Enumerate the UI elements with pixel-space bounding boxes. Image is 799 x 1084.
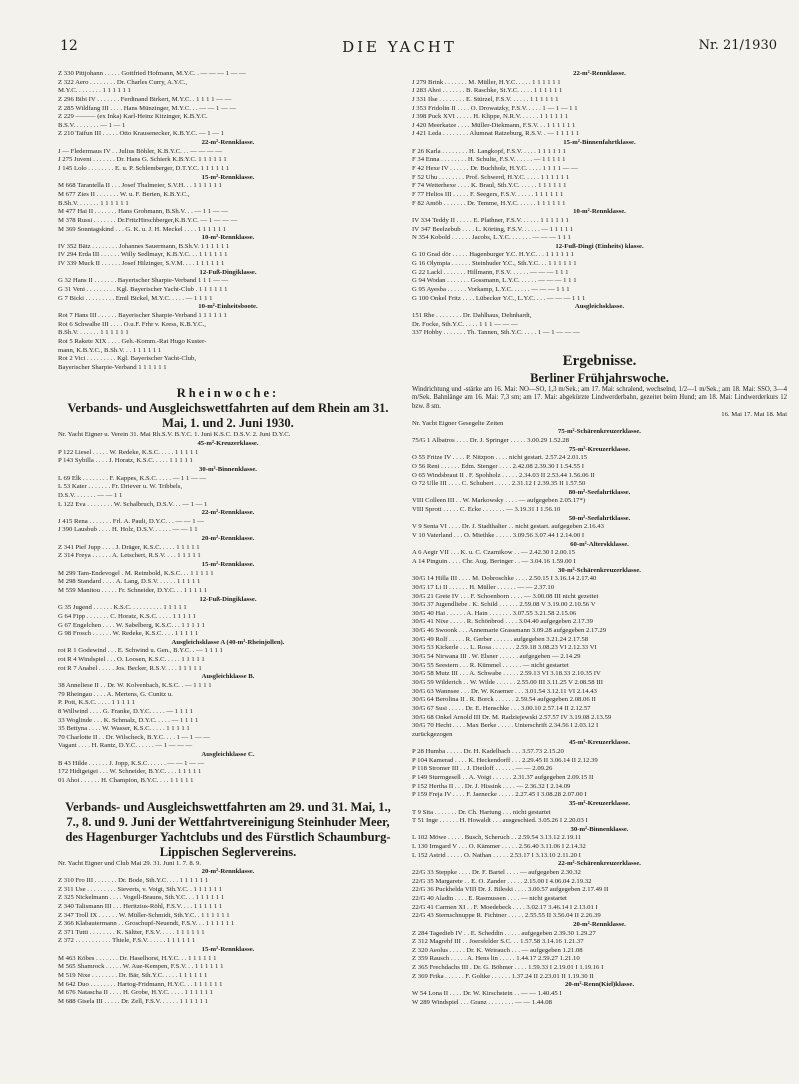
- class-heading: 80-m²-Seefahrtklasse.: [568, 488, 631, 496]
- entry-row: Z 284 Tagedieb IV . . E. Scheddin . . . . . aufgegeben 2.39.30 1.29.27: [412, 929, 596, 937]
- entry-row: 30/G 70 Hecht . . . . Max Berke . . . . . Unterschrift 2.34.56 I 2.03.12 I: [412, 722, 599, 730]
- entry-row: 30/G 37 Jugendliebe . K. Schild . . . . . . 2.59.08 V 3.19.00 2.10.56 V: [412, 601, 596, 609]
- entry-row: O 55 Fritze IV . . . . P. Nitzpon . . . . nicht gestart. 2.57.24 2.01.15: [412, 454, 588, 462]
- class-heading: 22-m²-Rennklasse.: [573, 70, 626, 77]
- class-heading: 10-m²-Rennklasse.: [201, 234, 255, 242]
- entry-row: 30/G 49 Rolf . . . . . R. Gerber . . . . . . aufgegeben 3.21.24 2.17.58: [412, 635, 589, 643]
- entry-row: J — Fledermaus IV . . Julius Böhler, K.B.Y.C. . . — — — —: [58, 147, 222, 155]
- entry-row: M 477 Hai II . . . . . . . Hans Grohmann, B.Sh.V. . . — 1 1 — —: [58, 208, 228, 216]
- entry-row: B 43 Hilde . . . . . . J. Jopp, K.S.C. . . . . . — — 1 — —: [58, 759, 205, 767]
- entry-row: 22/G 33 Steppke . . . . Dr. F. Bartel . . . . — aufgegeben 2.30.32: [412, 869, 581, 877]
- entry-row: J 275 Juveni . . . . . . . Dr. Hans G. Schierk K.B.Y.C. 1 1 1 1 1 1: [58, 156, 227, 164]
- entry-row: 30/G 46 Swoonk . . . Annemarie Grassmann 3.09.28 aufgegeben 2.17.29: [412, 627, 607, 635]
- entry-row: M.Y.C. . . . . . . . 1 1 1 1 1 1: [58, 87, 131, 95]
- class-heading: 22-m²-Schärenkreuzerklasse.: [558, 860, 641, 868]
- entry-row: Z 369 Frika . . . . . . F. Goltke . . . . . . 1.37.24 II 2.23.01 II 1.19.30 II: [412, 972, 594, 980]
- class-heading: 15-m²-Rennklasse.: [201, 561, 255, 569]
- entry-row: B.S.V. . . . . . . . — 1 — 1: [58, 121, 126, 129]
- entry-row: Rot 6 Schwalbe III . . . . O.u.F. Frhr v. Kress, K.B.Y.C.,: [58, 320, 206, 328]
- entry-row: Z 365 Frechdachs III . Dr. G. Böhmer . . . . 1.59.33 I 2.19.01 I 1.19.16 I: [412, 964, 604, 972]
- class-heading: 75-m²-Kreuzerklasse.: [568, 445, 631, 453]
- entry-row: J 390 Lausbub . . . . H. Holz, D.S.V. . . . . . — — 1 1: [58, 526, 198, 534]
- entry-row: 35 Bettyna . . . . W. Wasser, K.S.C. . . . . 1 1 1 1 1: [58, 725, 190, 733]
- entry-row: Z 285 Wildfang III . . . . Hans Münzinger, M.Y.C. . . — — 1 — —: [58, 104, 237, 112]
- entry-row: Z 372 . . . . . . . . . . . Thiele, F.S.V. . . . . . 1 1 1 1 1 1: [58, 937, 196, 945]
- class-heading: 15-m²-Rennklasse.: [201, 173, 255, 181]
- entry-row: Z 320 Aeolus . . . . . Dr. K. Weirauch . . . — aufgegeben 1.21.08: [412, 946, 583, 954]
- entry-row: 30/G 68 Onkel Arnold III Dr. M. Radziejewski 2.57.57 IV 3.19.08 2.13.59: [412, 713, 612, 721]
- entry-row: Rot 5 Rakete XIX . . . . Geh.-Komm.-Rat Hugo Kuster-: [58, 337, 207, 345]
- entry-row: 22/G 40 Aladin . . . . E. Rasmussen . . . . — nicht gestartet: [412, 894, 567, 902]
- entry-row: 22/G 41 Carmen XI . . F. Moedebeck . . . . 3.02.17 3.46.14 I 2.13.01 I: [412, 903, 598, 911]
- entry-row: 30/G 67 Susi . . . . . Dr. E. Henschke . . . 3.00.10 2.57.14 II 2.12.57: [412, 704, 591, 712]
- class-heading: Ausgleichsklasse.: [574, 303, 625, 311]
- entry-row: P 104 Kamerad . . . . K. Heckendorff . . . 2.29.45 II 3.06.14 II 2.12.39: [412, 756, 598, 764]
- entry-row: V 10 Vaterland . . . O. Miethke . . . . . 3.09.56 3.07.44 I 2.14.00 I: [412, 532, 585, 540]
- class-heading: 22-m²-Rennklasse.: [201, 509, 255, 517]
- entry-row: G 16 Olympia . . . . . . Steinhuder Y.C., Sth.Y.C. . . 1 1 1 1 1 1: [412, 260, 577, 268]
- entry-row: Z 210 Taifun III . . . . . Otto Krausenecker, K.B.Y.C. — 1 — 1: [58, 130, 224, 138]
- entry-row: T 9 Sita . . . . . . . Dr. Ch. Hartung . . . nicht gestartet: [412, 808, 551, 816]
- entry-row: J 145 Lolo . . . . . . . . E. u. P. Schlemberger, D.T.Y.C. 1 1 1 1 1 1: [58, 165, 230, 173]
- entry-row: O 72 Ulle III . . . . C. Schubert . . . . . 2.31.12 I 2.39.35 II 1.57.50: [412, 480, 586, 488]
- entry-row: P 118 Stromer III . . J. Dietloff . . . . . . — — 2.09.26: [412, 765, 553, 773]
- entry-row: Dr. Focke, Sth.Y.C. . . . . 1 1 1 — — —: [412, 320, 518, 328]
- entry-row: 22/G 35 Margarete . . E. O. Zander . . . . . 2.15.00 I 4.06.04 2.19.32: [412, 877, 592, 885]
- entry-row: Z 340 Talismann III . . . Heritzius-Röhl, F.S.V. . . . 1 1 1 1 1 1: [58, 902, 223, 910]
- entry-row: G 100 Onkel Fritz . . . . Lübecker Y.C., L.Y.C. . . . — — — 1 1 1: [412, 294, 586, 302]
- entry-row: M 677 Zies II . . . . . . . W. u. F. Berten, K.B.Y.C.,: [58, 190, 190, 198]
- entry-row: F 77 Helios III . . . . . F. Seegers, F.S.V. . . . . . 1 1 1 1 1 1: [412, 190, 564, 198]
- entry-row: IV 334 Teddy II . . . . . E. Plathner, F.S.V. . . . . . 1 1 1 1 1 1: [412, 216, 569, 224]
- ergebnisse-dates: 16. Mai 17. Mai 18. Mai: [721, 411, 787, 419]
- left-top-list: [58, 70, 398, 372]
- entry-row: rot R 7 Anabel . . . . . Jos. Becker, R.S.V. . . . 1 1 1 1 1: [58, 664, 202, 672]
- entry-row: J 331 Ilse . . . . . . . . E. Stürzel, F.S.V. . . . . . 1 1 1 1 1 1: [412, 95, 559, 103]
- class-heading: 20-m²-Renn(Kiel)klasse.: [564, 981, 635, 989]
- entry-row: A 6 Aegir VII . . . K. u. C. Czarnikow . . — 2.42.30 I 2.00.15: [412, 549, 575, 557]
- entry-row: G 98 Frosch . . . . . . W. Redeke, K.S.C. . . . 1 1 1 1 1: [58, 630, 199, 638]
- entry-row: M 642 Duo . . . . . . . . Hartog-Fridmann, H.Y.C. . . 1 1 1 1 1 1: [58, 980, 223, 988]
- entry-row: 151 Rhe . . . . . . . . Dr. Dahlhaus, Dehnhardt,: [412, 311, 532, 319]
- entry-row: IV 352 Bätz . . . . . . . . Johannes Sauermann, B.Sh.V. 1 1 1 1 1 1: [58, 242, 230, 250]
- entry-row: F 52 Uhu . . . . . . . . Prof. Schwerd, H.Y.C. . . . . 1 1 1 1 1 1: [412, 173, 570, 181]
- entry-row: 30/G 64 Berolina II . R. Borck . . . . . . 2.59.54 aufgegeben 2.08.06 II: [412, 696, 596, 704]
- entry-row: mann, K.B.Y.C., B.Sh.V. . . 1 1 1 1 1 1: [58, 346, 162, 354]
- entry-row: P 149 Sturmgesell . . A. Voigt . . . . . . 2.31.37 aufgegeben 2.09.15 II: [412, 773, 594, 781]
- entry-row: Z 311 Use . . . . . . . . . Sieverts, v. Voigt, Sth.Y.C. . 1 1 1 1 1 1: [58, 885, 222, 893]
- entry-row: M 299 Tam-Endevogel . M. Reimbold, K.S.C. . . 1 1 1 1 1: [58, 569, 214, 577]
- entry-row: J 398 Puck XVI . . . . . H. Klippe, N.R.V. . . . . . 1 1 1 1 1 1: [412, 113, 569, 121]
- class-heading: 10-m²-Einheitsboote.: [198, 303, 258, 311]
- entry-row: L 53 Kater . . . . . . . Fr. Driever u. W. Tribbels,: [58, 483, 183, 491]
- entry-row: F 82 Amöb . . . . . . . Dr. Temme, H.Y.C. . . . . . 1 1 1 1 1 1: [412, 199, 566, 207]
- steinhude-list: [58, 868, 398, 1006]
- entry-row: rot R 4 Windspiel . . . O. Loosen, K.S.C. . . . . 1 1 1 1 1: [58, 656, 205, 664]
- rheinwoche-list: [58, 440, 398, 786]
- class-heading: 20-m²-Rennklasse.: [573, 920, 626, 928]
- entry-row: G 32 Hans II . . . . . . . Bayerischer Sharpie-Verband 1 1 1 — —: [58, 277, 229, 285]
- class-heading: 12-Fuß-Dingiklasse.: [199, 595, 257, 603]
- entry-row: F 42 Hexe IV . . . . . . Dr. Buchholz, H.Y.C. . . . . 1 1 1 1 — —: [412, 165, 578, 173]
- entry-row: F 34 Enna . . . . . . . . H. Schulte, F.S.V. . . . . . — 1 1 1 1 1: [412, 156, 566, 164]
- entry-row: L 130 Irmgard V . . . O. Kämmer . . . . . 2.56.40 3.11.06 I 2.14.32: [412, 843, 586, 851]
- class-heading: 20-m²-Rennklasse.: [201, 868, 255, 876]
- entry-row: 30/G 54 Nirwana III . W. Elsner . . . . . . aufgegeben — 2.14.29: [412, 653, 581, 661]
- entry-row: 30/G 41 Nixe . . . . . R. Schönbrod . . . . 3.04.40 aufgegeben 2.17.39: [412, 618, 593, 626]
- entry-row: 30/G 14 Hilla III . . . . M. Dobroschke . . . . 2.50.15 I 3.16.14 2.17.40: [412, 575, 597, 583]
- class-heading: 30-m²-Binnenklasse.: [199, 465, 257, 473]
- page-header: [0, 38, 799, 62]
- class-heading: 75-m²-Schärenkreuzerklasse.: [558, 428, 641, 436]
- entry-row: Z 325 Nickelmann . . . . Vogell-Brauns, Sth.Y.C. . . 1 1 1 1 1 1: [58, 894, 225, 902]
- class-heading: Ausgleichsklasse A (40-m²-Rheinjollen).: [171, 638, 285, 646]
- entry-row: Z 296 Bibi IV . . . . . . . Ferdinand Birkert, M.Y.C. . 1 1 1 1 — —: [58, 95, 232, 103]
- ergebnisse-title: Ergebnisse.: [562, 352, 637, 369]
- rheinwoche-subtitle: Verbands- und Ausgleichswettfahrten auf dem Rhein am 31. Mai, 1. und 2. Juni 1930.: [67, 401, 389, 431]
- entry-row: M 519 Nixe . . . . . . . . Dr. Bär, Sth.Y.C. . . . . 1 1 1 1 1 1: [58, 972, 208, 980]
- entry-row: Z 314 Freya . . . . . . A. Letschert, R.S.V. . . . 1 1 1 1 1: [58, 552, 201, 560]
- entry-row: F 26 Karla . . . . . . . . H. Langkopf, F.S.V. . . . . 1 1 1 1 1 1: [412, 147, 566, 155]
- entry-row: Rot 2 Vici . . . . . . . . . Kgl. Bayerischer Yacht-Club,: [58, 355, 197, 363]
- class-heading: 50-m²-Seefahrtklasse.: [568, 514, 631, 522]
- entry-row: J 353 Fridolin II . . . . O. Drowatzky, F.S.V. . . . . 1 — 1 — 1 1: [412, 104, 578, 112]
- entry-row: F 74 Wetterhexe . . . . K. Braul, Sth.Y.C. . . . . . 1 1 1 1 1 1: [412, 182, 567, 190]
- entry-row: P 28 Humba . . . . . Dr. H. Kadelbach . . . 3.57.73 2.15.20: [412, 748, 564, 756]
- entry-row: M 369 Sonntagskind . . . G. K. u. J. H. Meckel . . . . 1 1 1 1 1 1: [58, 225, 227, 233]
- entry-row: M 668 Tarantella II . . . Josef Thalmeier, S.V.H. . . 1 1 1 1 1 1: [58, 182, 222, 190]
- entry-row: A 14 Pinguin . . . . Chr. Aug. Beringer . . — 3.04.16 1.59.00 I: [412, 557, 576, 565]
- entry-row: M 688 Gisela III . . . . . Dr. Zell, F.S.V. . . . . . 1 1 1 1 1 1: [58, 997, 208, 1005]
- entry-row: M 463 Köbes . . . . . . . Dr. Haselhorst, H.Y.C. . . 1 1 1 1 1 1: [58, 954, 217, 962]
- entry-row: G 10 Grad dör . . . . . Hagenburger Y.C. H.Y.C. . . 1 1 1 1 1 1: [412, 251, 574, 259]
- entry-row: B.Sh.V. . . . . . . 1 1 1 1 1 1: [58, 199, 129, 207]
- entry-row: Z 359 Rausch . . . . . A. Hens lin . . . . . 1.44.17 2.59.27 1.21.10: [412, 955, 580, 963]
- entry-row: Z 371 Tutti . . . . . . . . K. Sältter, F.S.V. . . . . 1 1 1 1 1 1: [58, 928, 205, 936]
- entry-row: J 420 Meerkatze . . . . Müller-Diekmann, F.S.V. . . 1 1 1 1 1 1: [412, 121, 576, 129]
- entry-row: 75/G 1 Albatros . . . . Dr. J. Springer . . . . . 3.00.29 1.52.28: [412, 437, 569, 444]
- ergebnisse-list: [412, 428, 787, 1007]
- class-heading: Ausgleichklasse C.: [201, 751, 255, 759]
- rheinwoche-columns: Nr. Yacht Eigner u. Verein 31. Mai Rh.S.V. B.Y.C. 1. Juni K.S.C. D.S.V. 2. Juni D.Y.C.: [58, 431, 291, 439]
- entry-row: G 22 Lackl . . . . . . . Hillmann, F.S.V. . . . . . — — — 1 1 1: [412, 268, 569, 276]
- entry-row: T 51 Inge . . . . . . H. Howaldt . . . ausgeschied. 3.05.26 I 2.20.03 I: [412, 817, 588, 825]
- right-column: [412, 70, 787, 1078]
- entry-row: 8 Willwind . . . . G. Franke, D.Y.C. . . . . — 1 1 1 1: [58, 707, 194, 715]
- entry-row: 33 Woglinde . . . K. Schmalz, D.Y.C. . . . . — 1 1 1 1: [58, 716, 199, 724]
- entry-row: 30/G 58 Mutz III . . . A. Schwabe . . . . . 2.59.13 VI 3.18.33 2.10.35 IV: [412, 670, 601, 678]
- entry-row: G 7 Bicki . . . . . . . . . Emil Bickel, M.Y.C. . . . . — 1 1 1 1: [58, 294, 213, 302]
- entry-row: 30/G 40 Hai . . . . . . A. Hain . . . . . . . 3.07.55 3.21.58 2.15.06: [412, 609, 577, 617]
- ergebnisse-columns: Nr. Yacht Eigner Gesegelte Zeiten: [412, 419, 504, 427]
- entry-row: M 565 Shamrock . . . . . W. Aue-Kempen, F.S.V. . . 1 1 1 1 1 1: [58, 963, 224, 971]
- entry-row: VIII Colleen III . . W. Markowsky . . . . — aufgegeben 2.05.17*): [412, 497, 586, 505]
- right-top-list: [412, 70, 787, 338]
- entry-row: 30/G 59 Wilderich . . W. Wilde . . . . . . 2.55.00 III 3.11.25 V 2.08.58 III: [412, 678, 603, 686]
- entry-row: G 64 Fipp . . . . . . . C. Horatz, K.S.C. . . . . 1 1 1 1 1: [58, 612, 197, 620]
- page-number: 12: [60, 38, 78, 54]
- entry-row: G 67 Engelchen . . . . W. Sabelberg, K.S.C. . . 1 1 1 1 1: [58, 621, 205, 629]
- entry-row: M 378 Russi . . . . . . . Dr.FritzHirschberger,K.B.Y.C. — 1 — — —: [58, 216, 238, 224]
- entry-row: Rot 7 Hans III . . . . . . Bayerischer Sharpie-Verband 1 1 1 1 1 1: [58, 311, 227, 319]
- entry-row: Z 366 Klabautermann . . Groschupf-Neuendt, F.S.V. . . 1 1 1 1 1 1: [58, 920, 235, 928]
- entry-row: IV 339 Muck II . . . . . . Josef Hilzinger, S.V.M. . . . 1 1 1 1 1 1: [58, 260, 225, 268]
- entry-row: 38 Anneliese II . . Dr. W. Kolvenbach, K.S.C. . — 1 1 1 1: [58, 682, 212, 689]
- entry-row: J 279 Brink . . . . . . . M. Müller, H.Y.C. . . . . 1 1 1 1 1 1: [412, 78, 561, 86]
- class-heading: 15-m²-Binnenfahrtklasse.: [563, 139, 636, 147]
- entry-row: Z 322 Aero . . . . . . . . Dr. Charles Curry, A.Y.C.,: [58, 78, 188, 86]
- steinhude-title: Verbands- und Ausgleichswettfahrten am 29. und 31. Mai, 1., 7., 8. und 9. Juni der Wettfahrtvereinigung Steinhuder Meer, des Hagenburger Yachtclubs und des Fürstlich Schaumburg-Lippischen Seglervereins.: [65, 799, 391, 859]
- entry-row: IV 347 Beelzebub . . . . L. Körting, F.S.V. . . . . . — 1 1 1 1 1: [412, 225, 574, 233]
- entry-row: Z 347 Troll IX . . . . . . W. Müller-Schmidt, Sth.Y.C. . 1 1 1 1 1 1: [58, 911, 230, 919]
- entry-row: L 102 Möwe . . . . . Busch, Scheruch . . 2.59.54 3.13.12 2.19.11: [412, 834, 582, 842]
- class-heading: 60-m²-Alterskklasse.: [570, 540, 629, 548]
- entry-row: Bayerischer Sharpie-Verband 1 1 1 1 1 1: [58, 363, 167, 371]
- entry-row: J 421 Leda . . . . . . . . Alumnat Ratzeburg, R.S.V. . — 1 1 1 1 1: [412, 130, 580, 138]
- rheinwoche-title: Rheinwoche:: [176, 386, 280, 401]
- entry-row: G 31 Veni . . . . . . . . . Kgl. Bayerischer Yacht-Club . 1 1 1 1 1 1: [58, 286, 228, 294]
- class-heading: 45-m²-Kreuzerklasse.: [568, 739, 631, 747]
- entry-row: W 289 Windspiel . . . Granz . . . . . . . . — — 1.44.08: [412, 998, 552, 1006]
- entry-row: J 283 Ahoi . . . . . . . B. Raschke, St.Y.C. . . . . 1 1 1 1 1 1: [412, 87, 563, 95]
- entry-row: 30/G 55 Seestern . . . R. Kümmel . . . . . . — nicht gestartet: [412, 661, 569, 669]
- entry-row: L 152 Astrid . . . . . O. Nathan . . . . . 2.53.17 I 3.13.10 2.11.20 I: [412, 851, 581, 859]
- left-column: [58, 70, 398, 1078]
- class-heading: 15-m²-Rennklasse.: [201, 946, 255, 954]
- entry-row: 30/G 21 Grete IV . . . F. Schoenborn . . . . — 3.00.08 III nicht gezeitet: [412, 592, 599, 600]
- entry-row: 22/G 43 Sternschnuppe R. Fichtner . . . . . 2.55.55 II 3.56.04 II 2.26.39: [412, 912, 601, 920]
- issue-number: Nr. 21/1930: [698, 38, 777, 53]
- entry-row: Vagant . . . . H. Rantz, D.Y.C. . . . . . — 1 — — —: [58, 742, 193, 750]
- steinhude-columns: Nr. Yacht Eigner und Club Mai 29. 31. Juni 1. 7. 8. 9.: [58, 859, 202, 867]
- class-heading: 45-m²-Kreuzerklasse.: [197, 440, 259, 448]
- class-heading: Ausgleichklasse B.: [201, 673, 255, 681]
- ergebnisse-intro: Windrichtung und -stärke am 16. Mai: NO—SO, 1,3 m/Sek.; am 17. Mai: schralend, wechselnd, 1/2—1 m/Sek.; am 18. Mai: SSO, 3—4 m/Sek. Bahnlänge am 16. Mai: 7,3 sm; am 17. Mai: abgekürzte Lindwerderbahn, gezeitet beim Hund; am 18. Mai: Lindwerderkurs 12 bzw. 8 sm.: [412, 385, 787, 410]
- class-heading: 20-m²-Rennklasse.: [201, 535, 255, 543]
- class-heading: 35-m²-Kreuzerklasse.: [568, 799, 631, 807]
- entry-row: V 9 Senta VI . . . . Dr. J. Stadthalter . . nicht gestart. aufgegeben 2.16.43: [412, 523, 604, 531]
- entry-row: B.Sh.V. . . . . . . 1 1 1 1 1 1: [58, 329, 129, 337]
- entry-row: O 56 Reni . . . . . . Edm. Stenger . . . . 2.42.08 2.39.30 I 1.54.55 I: [412, 462, 585, 470]
- entry-row: zurückgezogen: [412, 730, 453, 738]
- class-heading: 10-m²-Rennklasse.: [573, 208, 626, 216]
- entry-row: 01 Ahoi . . . . . . H. Champion, B.Y.C. . . . 1 1 1 1 1: [58, 777, 194, 785]
- entry-row: P 152 Hertha II . . . Dr. J. Hissink . . . . — 2.36.32 I 2.14.09: [412, 782, 571, 790]
- entry-row: M 298 Standard . . . . A. Lang, D.S.V. . . . . . 1 1 1 1 1: [58, 578, 201, 586]
- entry-row: L 69 Elk . . . . . . . . F. Kappes, K.S.C. . . . . — 1 1 — —: [58, 474, 207, 482]
- class-heading: 22-m²-Rennklasse.: [201, 139, 255, 147]
- entry-row: VIII Sprott . . . . . C. Ecke . . . . . . . — 3.19.31 I 1.56.10: [412, 506, 561, 514]
- entry-row: Z 310 Fro III . . . . . . . Dr. Bode, Sth.Y.C. . . . 1 1 1 1 1 1: [58, 876, 209, 884]
- class-heading: 12-Fuß-Dingi (Einheits) klasse.: [555, 242, 644, 250]
- entry-row: Z 341 Pief Jupp . . . . J. Dräger, K.S.C. . . . . 1 1 1 1 1: [58, 543, 200, 551]
- entry-row: 22/G 36 Puckhelda VIII Dr. J. Bileski . . . . 3.00.57 aufgegeben 2.17.49 II: [412, 886, 609, 894]
- entry-row: O 65 Windsbraut II . F. Spohholz . . . . . 2.34.03 II 2.53.44 1.56.06 II: [412, 471, 595, 479]
- entry-row: 30/G 63 Wannsee . . . Dr. W. Kraemer . . . 3.01.54 3.12.11 VI 2.14.43: [412, 687, 597, 695]
- entry-row: 70 Charlotte II . . Dr. Wilscheck, B.Y.C. . . . 1 — 1 — —: [58, 733, 210, 741]
- magazine-title: DIE YACHT: [342, 38, 457, 56]
- entry-row: G 95 Ayesba . . . . . . Vorkamp, L.Y.C. . . . . . — — — 1 1 1: [412, 286, 570, 294]
- class-heading: 30-m²-Schärenkreuzerklasse.: [558, 566, 641, 574]
- entry-row: D.S.V. . . . . . . — — 1 1: [58, 491, 123, 499]
- ergebnisse-subtitle: Berliner Frühjahrswoche.: [530, 370, 669, 385]
- class-heading: 12-Fuß-Dingiklasse.: [199, 268, 257, 276]
- entry-row: 79 Rheingau . . . . A. Mertens, G. Cunitz u.: [58, 690, 173, 698]
- entry-row: G 94 Wodan . . . . . . . Gossmann, L.Y.C. . . . . . — — — 1 1 1: [412, 277, 577, 285]
- entry-row: M 559 Manitou . . . . . Fr. Schneider, D.Y.C. . . 1 1 1 1 1: [58, 586, 208, 594]
- entry-row: N 354 Kobold . . . . . . Jacobs, L.Y.C. . . . . . . — — — 1 1 1: [412, 234, 571, 242]
- entry-row: P 159 Freja IV . . . . F. Jaenecke . . . . . 2.27.45 I 3.08.28 2.07.00 I: [412, 791, 587, 799]
- entry-row: W 54 Lona II . . . . Dr. W. Kirschstein . . — — 1.40.45 I: [412, 990, 562, 997]
- entry-row: 172 Hidigeigei . . . W. Schneider, B.Y.C. . . . 1 1 1 1 1: [58, 768, 202, 776]
- entry-row: L 122 Eva . . . . . . . . W. Schalbruch, D.S.V. . . — 1 — 1: [58, 500, 208, 508]
- entry-row: J 415 Rena . . . . . . . Frl. A. Pauli, D.Y.C. . . — — 1 —: [58, 517, 204, 525]
- entry-row: P. Pott, K.S.C. . . . . 1 1 1 1 1: [58, 699, 135, 707]
- class-heading: 30-m²-Binnenklasse.: [570, 825, 629, 833]
- entry-row: IV 294 Erda III . . . . . . Willy Sedlmayr, K.B.Y.C. . . 1 1 1 1 1 1: [58, 251, 228, 259]
- entry-row: Z 330 Pittjohann . . . . . Gottfried Hofmann, M.Y.C. . — — — 1 — —: [58, 70, 246, 77]
- entry-row: Z 312 Magrehf III . . Joersfelder S.C. . . 1.57.58 3.14.16 1.21.37: [412, 938, 584, 946]
- entry-row: M 676 Natascha II . . . . H. Grobe, H.Y.C. . . . . 1 1 1 1 1 1: [58, 989, 213, 997]
- entry-row: rot R 1 Godewind . . . E. Schwind u. Gen., B.Y.C. . — 1 1 1 1: [58, 647, 223, 655]
- entry-row: 30/G 17 Li II . . . . . . H. Müller . . . . . . — — 2.37.10: [412, 583, 555, 591]
- entry-row: P 143 Sybilla . . . . J. Horatz, K.S.C. . . . . 1 1 1 1 1: [58, 457, 193, 465]
- entry-row: 337 Hobby . . . . . . . Th. Tannen, Sth.Y.C. . . . . 1 — 1 — — —: [412, 329, 580, 337]
- entry-row: P 122 Liesel . . . . . W. Redeke, K.S.C. . . . . 1 1 1 1 1: [58, 448, 199, 456]
- entry-row: 30/G 53 Kickerle . . . L. Rosa . . . . . . . 2.59.18 3.08.23 VI 2.12.33 VI: [412, 644, 597, 652]
- entry-row: G 35 Jugend . . . . . . K.S.C. . . . . . . . . . 1 1 1 1 1: [58, 604, 187, 612]
- entry-row: Z 229 ——— (ex Inka) Karl-Heinz Kitzinger, K.B.Y.C.: [58, 113, 208, 121]
